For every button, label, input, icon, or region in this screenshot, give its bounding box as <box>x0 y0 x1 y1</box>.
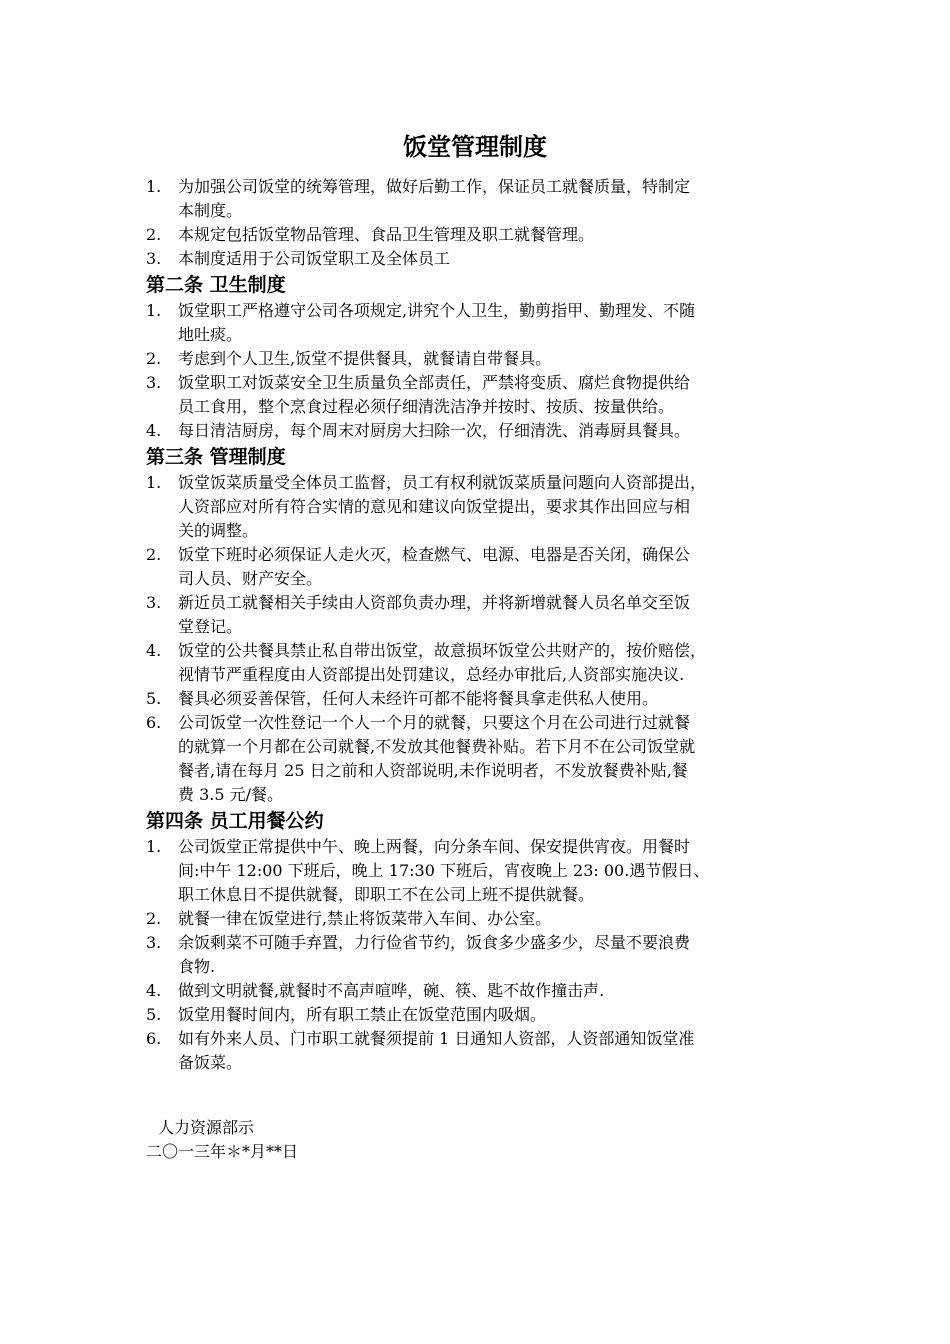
section <box>146 271 816 443</box>
clause-number: 4. <box>146 641 162 660</box>
clause-text-line: 司人员、财产安全。 <box>178 569 323 588</box>
clause-text-line: 职工休息日不提供就餐，即职工不在公司上班不提供就餐。 <box>178 885 595 904</box>
clause-text-line: 饭堂饭菜质量受全体员工监督，员工有权利就饭菜质量问题向人资部提出， <box>178 473 707 492</box>
clause-item <box>146 931 816 979</box>
clause-text-line: 本制度。 <box>178 201 243 220</box>
clause-number: 3. <box>146 933 162 952</box>
clause-text-line: 考虑到个人卫生,饭堂不提供餐具，就餐请自带餐具。 <box>178 349 552 368</box>
clause-item <box>146 471 816 543</box>
clause-item <box>146 639 816 687</box>
clause-number: 5. <box>146 689 162 708</box>
clause-text-line: 堂登记。 <box>178 617 243 636</box>
clause-number: 3. <box>146 373 162 392</box>
clause-text-line: 饭堂下班时必须保证人走火灭，检查燃气、电源、电器是否关闭，确保公 <box>178 545 691 564</box>
clause-text-line: 备饭菜。 <box>178 1053 243 1072</box>
clause-text-line: 费 3.5 元/餐。 <box>178 785 284 804</box>
clause-text-line: 为加强公司饭堂的统筹管理，做好后勤工作，保证员工就餐质量，特制定 <box>178 177 691 196</box>
clause-item <box>146 1027 816 1075</box>
clause-text-line: 本规定包括饭堂物品管理、食品卫生管理及职工就餐管理。 <box>178 225 595 244</box>
clause-text-line: 间:中午 12:00 下班后，晚上 17:30 下班后，宵夜晚上 23: 00.遇节假日、 <box>178 861 710 880</box>
clause-text-line: 地吐痰。 <box>178 325 243 344</box>
clause-item <box>146 711 816 807</box>
clause-text-line: 本制度适用于公司饭堂职工及全体员工 <box>178 249 451 268</box>
clause-item <box>146 175 816 223</box>
clause-text-line: 食物. <box>178 957 216 976</box>
section-heading: 第三条 管理制度 <box>146 446 286 468</box>
clause-text-line: 饭堂职工严格遵守公司各项规定,讲究个人卫生，勤剪指甲、勤理发、不随 <box>178 301 696 320</box>
clause-text-line: 餐者,请在每月 25 日之前和人资部说明,未作说明者，不发放餐费补贴,餐 <box>178 761 688 780</box>
clause-item <box>146 1003 816 1027</box>
section <box>146 807 816 1075</box>
clause-item <box>146 223 816 247</box>
clause-list <box>146 299 816 443</box>
clause-number: 2. <box>146 909 162 928</box>
clause-list <box>146 471 816 807</box>
clause-item <box>146 347 816 371</box>
signature-department: 人力资源部示 <box>158 1118 255 1137</box>
clause-number: 1. <box>146 837 162 856</box>
clause-text-line: 饭堂职工对饭菜安全卫生质量负全部责任，严禁将变质、腐烂食物提供给 <box>178 373 691 392</box>
clause-number: 6. <box>146 1029 162 1048</box>
clause-number: 5. <box>146 1005 162 1024</box>
signature-block <box>146 1116 298 1164</box>
clause-text-line: 视情节严重程度由人资部提出处罚建议，总经办审批后,人资部实施决议. <box>178 665 685 684</box>
clause-item <box>146 907 816 931</box>
clause-text-line: 余饭剩菜不可随手弃置，力行俭省节约，饭食多少盛多少，尽量不要浪费 <box>178 933 691 952</box>
document-body <box>146 175 816 1075</box>
clause-text-line: 餐具必须妥善保管，任何人未经许可都不能将餐具拿走供私人使用。 <box>178 689 659 708</box>
clause-text-line: 关的调整。 <box>178 521 259 540</box>
section-heading: 第二条 卫生制度 <box>146 274 286 296</box>
clause-item <box>146 247 816 271</box>
clause-number: 2. <box>146 545 162 564</box>
clause-item <box>146 543 816 591</box>
clause-number: 1. <box>146 473 162 492</box>
clause-text-line: 的就算一个月都在公司就餐,不发放其他餐费补贴。若下月不在公司饭堂就 <box>178 737 696 756</box>
clause-text-line: 每日清洁厨房，每个周末对厨房大扫除一次，仔细清洗、消毒厨具餐具。 <box>178 421 691 440</box>
clause-number: 4. <box>146 421 162 440</box>
clause-text-line: 如有外来人员、门市职工就餐须提前 1 日通知人资部，人资部通知饭堂准 <box>178 1029 695 1048</box>
clause-text-line: 饭堂的公共餐具禁止私自带出饭堂，故意损坏饭堂公共财产的，按价赔偿， <box>178 641 707 660</box>
clause-item <box>146 371 816 419</box>
clause-number: 6. <box>146 713 162 732</box>
clause-text-line: 新近员工就餐相关手续由人资部负责办理，并将新增就餐人员名单交至饭 <box>178 593 691 612</box>
clause-text-line: 就餐一律在饭堂进行,禁止将饭菜带入车间、办公室。 <box>178 909 552 928</box>
clause-list <box>146 175 816 271</box>
signature-date: 二〇一三年＊*月**日 <box>146 1142 299 1161</box>
clause-list <box>146 835 816 1075</box>
clause-item <box>146 299 816 347</box>
section-heading: 第四条 员工用餐公约 <box>146 810 324 832</box>
clause-text-line: 做到文明就餐,就餐时不高声喧哗，碗、筷、匙不故作撞击声. <box>178 981 605 1000</box>
clause-text-line: 公司饭堂正常提供中午、晚上两餐，向分条车间、保安提供宵夜。用餐时 <box>178 837 691 856</box>
clause-number: 3. <box>146 593 162 612</box>
clause-item <box>146 835 816 907</box>
section <box>146 175 816 271</box>
clause-item <box>146 687 816 711</box>
clause-text-line: 人资部应对所有符合实情的意见和建议向饭堂提出，要求其作出回应与相 <box>178 497 691 516</box>
clause-text-line: 饭堂用餐时间内，所有职工禁止在饭堂范围内吸烟。 <box>178 1005 547 1024</box>
section <box>146 443 816 807</box>
clause-number: 4. <box>146 981 162 1000</box>
clause-number: 3. <box>146 249 162 268</box>
clause-number: 1. <box>146 177 162 196</box>
clause-item <box>146 419 816 443</box>
clause-number: 2. <box>146 225 162 244</box>
document-title: 饭堂管理制度 <box>403 132 547 161</box>
clause-text-line: 员工食用，整个烹食过程必须仔细清洗洁净并按时、按质、按量供给。 <box>178 397 675 416</box>
clause-number: 2. <box>146 349 162 368</box>
clause-text-line: 公司饭堂一次性登记一个人一个月的就餐，只要这个月在公司进行过就餐 <box>178 713 691 732</box>
clause-item <box>146 591 816 639</box>
clause-number: 1. <box>146 301 162 320</box>
clause-item <box>146 979 816 1003</box>
